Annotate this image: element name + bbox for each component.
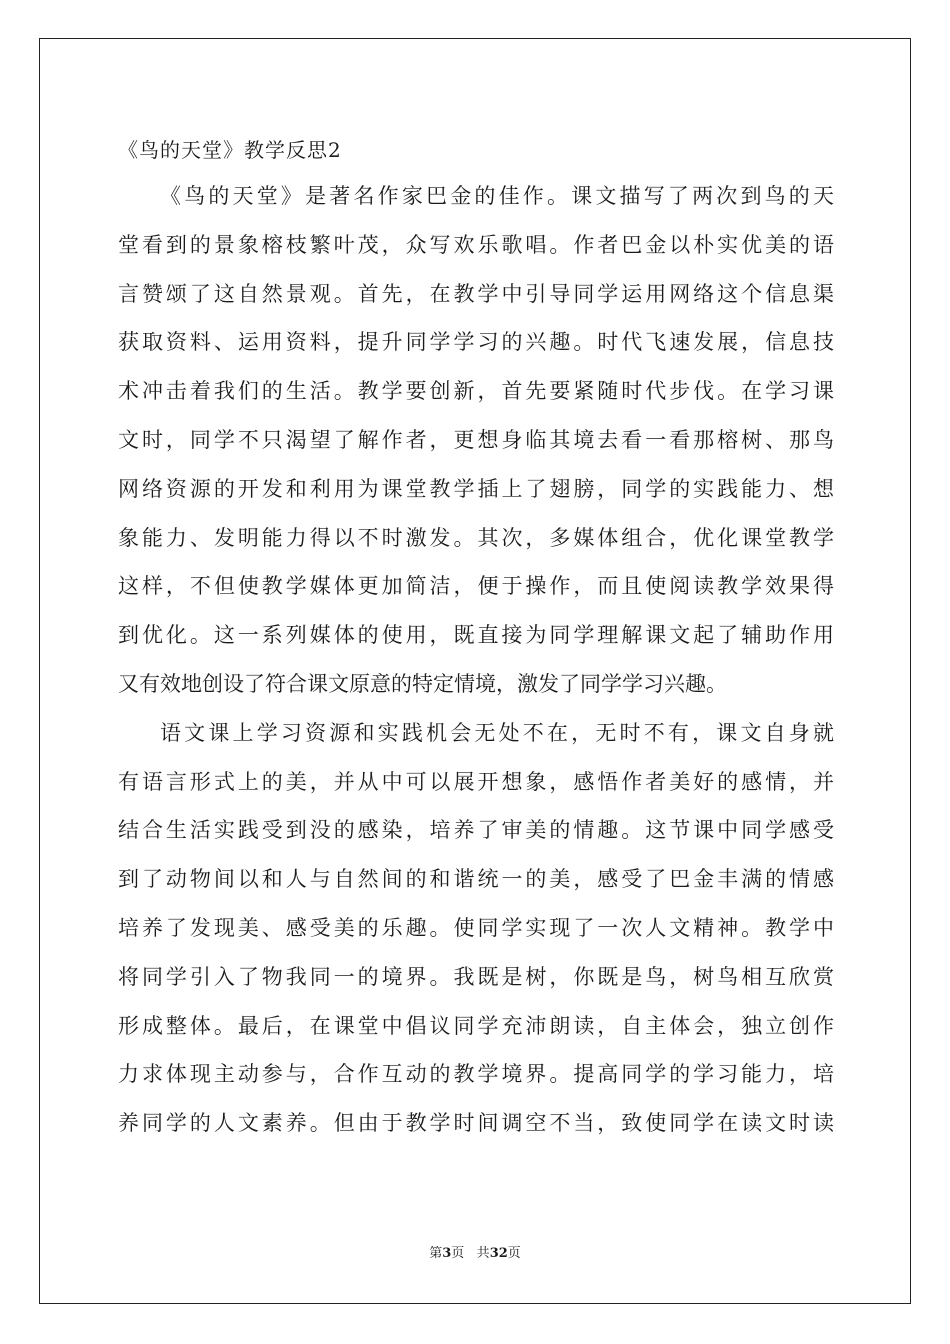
paragraph-line: 形成整体。最后，在课堂中倡议同学充沛朗读，自主体会，独立创作: [118, 1013, 834, 1038]
document-body: [118, 128, 834, 1148]
paragraph-line: 到了动物间以和人与自然间的和谐统一的美，感受了巴金丰满的情感: [118, 867, 834, 892]
paragraph-line: 文时，同学不只渴望了解作者，更想身临其境去看一看那榕树、那鸟: [118, 427, 834, 452]
total-pages: 32: [489, 1246, 508, 1261]
page-number: 3: [442, 1246, 452, 1261]
paragraph-line: 培养了发现美、感受美的乐趣。使同学实现了一次人文精神。教学中: [118, 915, 834, 940]
document-title: 《鸟的天堂》教学反思2: [118, 138, 342, 162]
paragraph-2: [118, 709, 834, 1148]
paragraph-line: 言赞颂了这自然景观。首先，在教学中引导同学运用网络这个信息渠: [118, 281, 834, 306]
paragraph-line: 《鸟的天堂》是著名作家巴金的佳作。课文描写了两次到鸟的天: [160, 184, 834, 208]
paragraph-line: 术冲击着我们的生活。教学要创新，首先要紧随时代步伐。在学习课: [118, 379, 834, 404]
page-footer: [0, 1245, 950, 1263]
page-label-suffix: 页: [451, 1246, 465, 1261]
paragraph-line: 结合生活实践受到没的感染，培养了审美的情趣。这节课中同学感受: [118, 818, 834, 843]
paragraph-line: 将同学引入了物我同一的境界。我既是树，你既是鸟，树鸟相互欣赏: [118, 964, 834, 989]
paragraph-line: 象能力、发明能力得以不时激发。其次，多媒体组合，优化课堂教学: [118, 525, 834, 550]
paragraph-line: 力求体现主动参与，合作互动的教学境界。提高同学的学习能力，培: [118, 1062, 834, 1087]
paragraph-line: 又有效地创设了符合课文原意的特定情境，激发了同学学习兴趣。: [118, 671, 727, 696]
paragraph-line: 有语言形式上的美，并从中可以展开想象，感悟作者美好的感情，并: [118, 769, 834, 794]
paragraph-line: 到优化。这一系列媒体的使用，既直接为同学理解课文起了辅助作用: [118, 623, 834, 648]
total-label-suffix: 页: [507, 1246, 521, 1261]
paragraph-line: 获取资料、运用资料，提升同学学习的兴趣。时代飞速发展，信息技: [118, 330, 834, 355]
paragraph-line: 堂看到的景象榕枝繁叶茂，众写欢乐歌唱。作者巴金以朴实优美的语: [118, 232, 834, 257]
page-label-prefix: 第: [429, 1246, 443, 1261]
paragraph-line: 养同学的人文素养。但由于教学时间调空不当，致使同学在读文时读: [118, 1111, 834, 1136]
paragraph-line: 网络资源的开发和利用为课堂教学插上了翅膀，同学的实践能力、想: [118, 476, 834, 501]
total-label-prefix: 共: [476, 1246, 490, 1261]
paragraph-1: [118, 172, 834, 709]
paragraph-line: 语文课上学习资源和实践机会无处不在，无时不有，课文自身就: [160, 720, 834, 745]
paragraph-line: 这样，不但使教学媒体更加简洁，便于操作，而且使阅读教学效果得: [118, 574, 834, 599]
